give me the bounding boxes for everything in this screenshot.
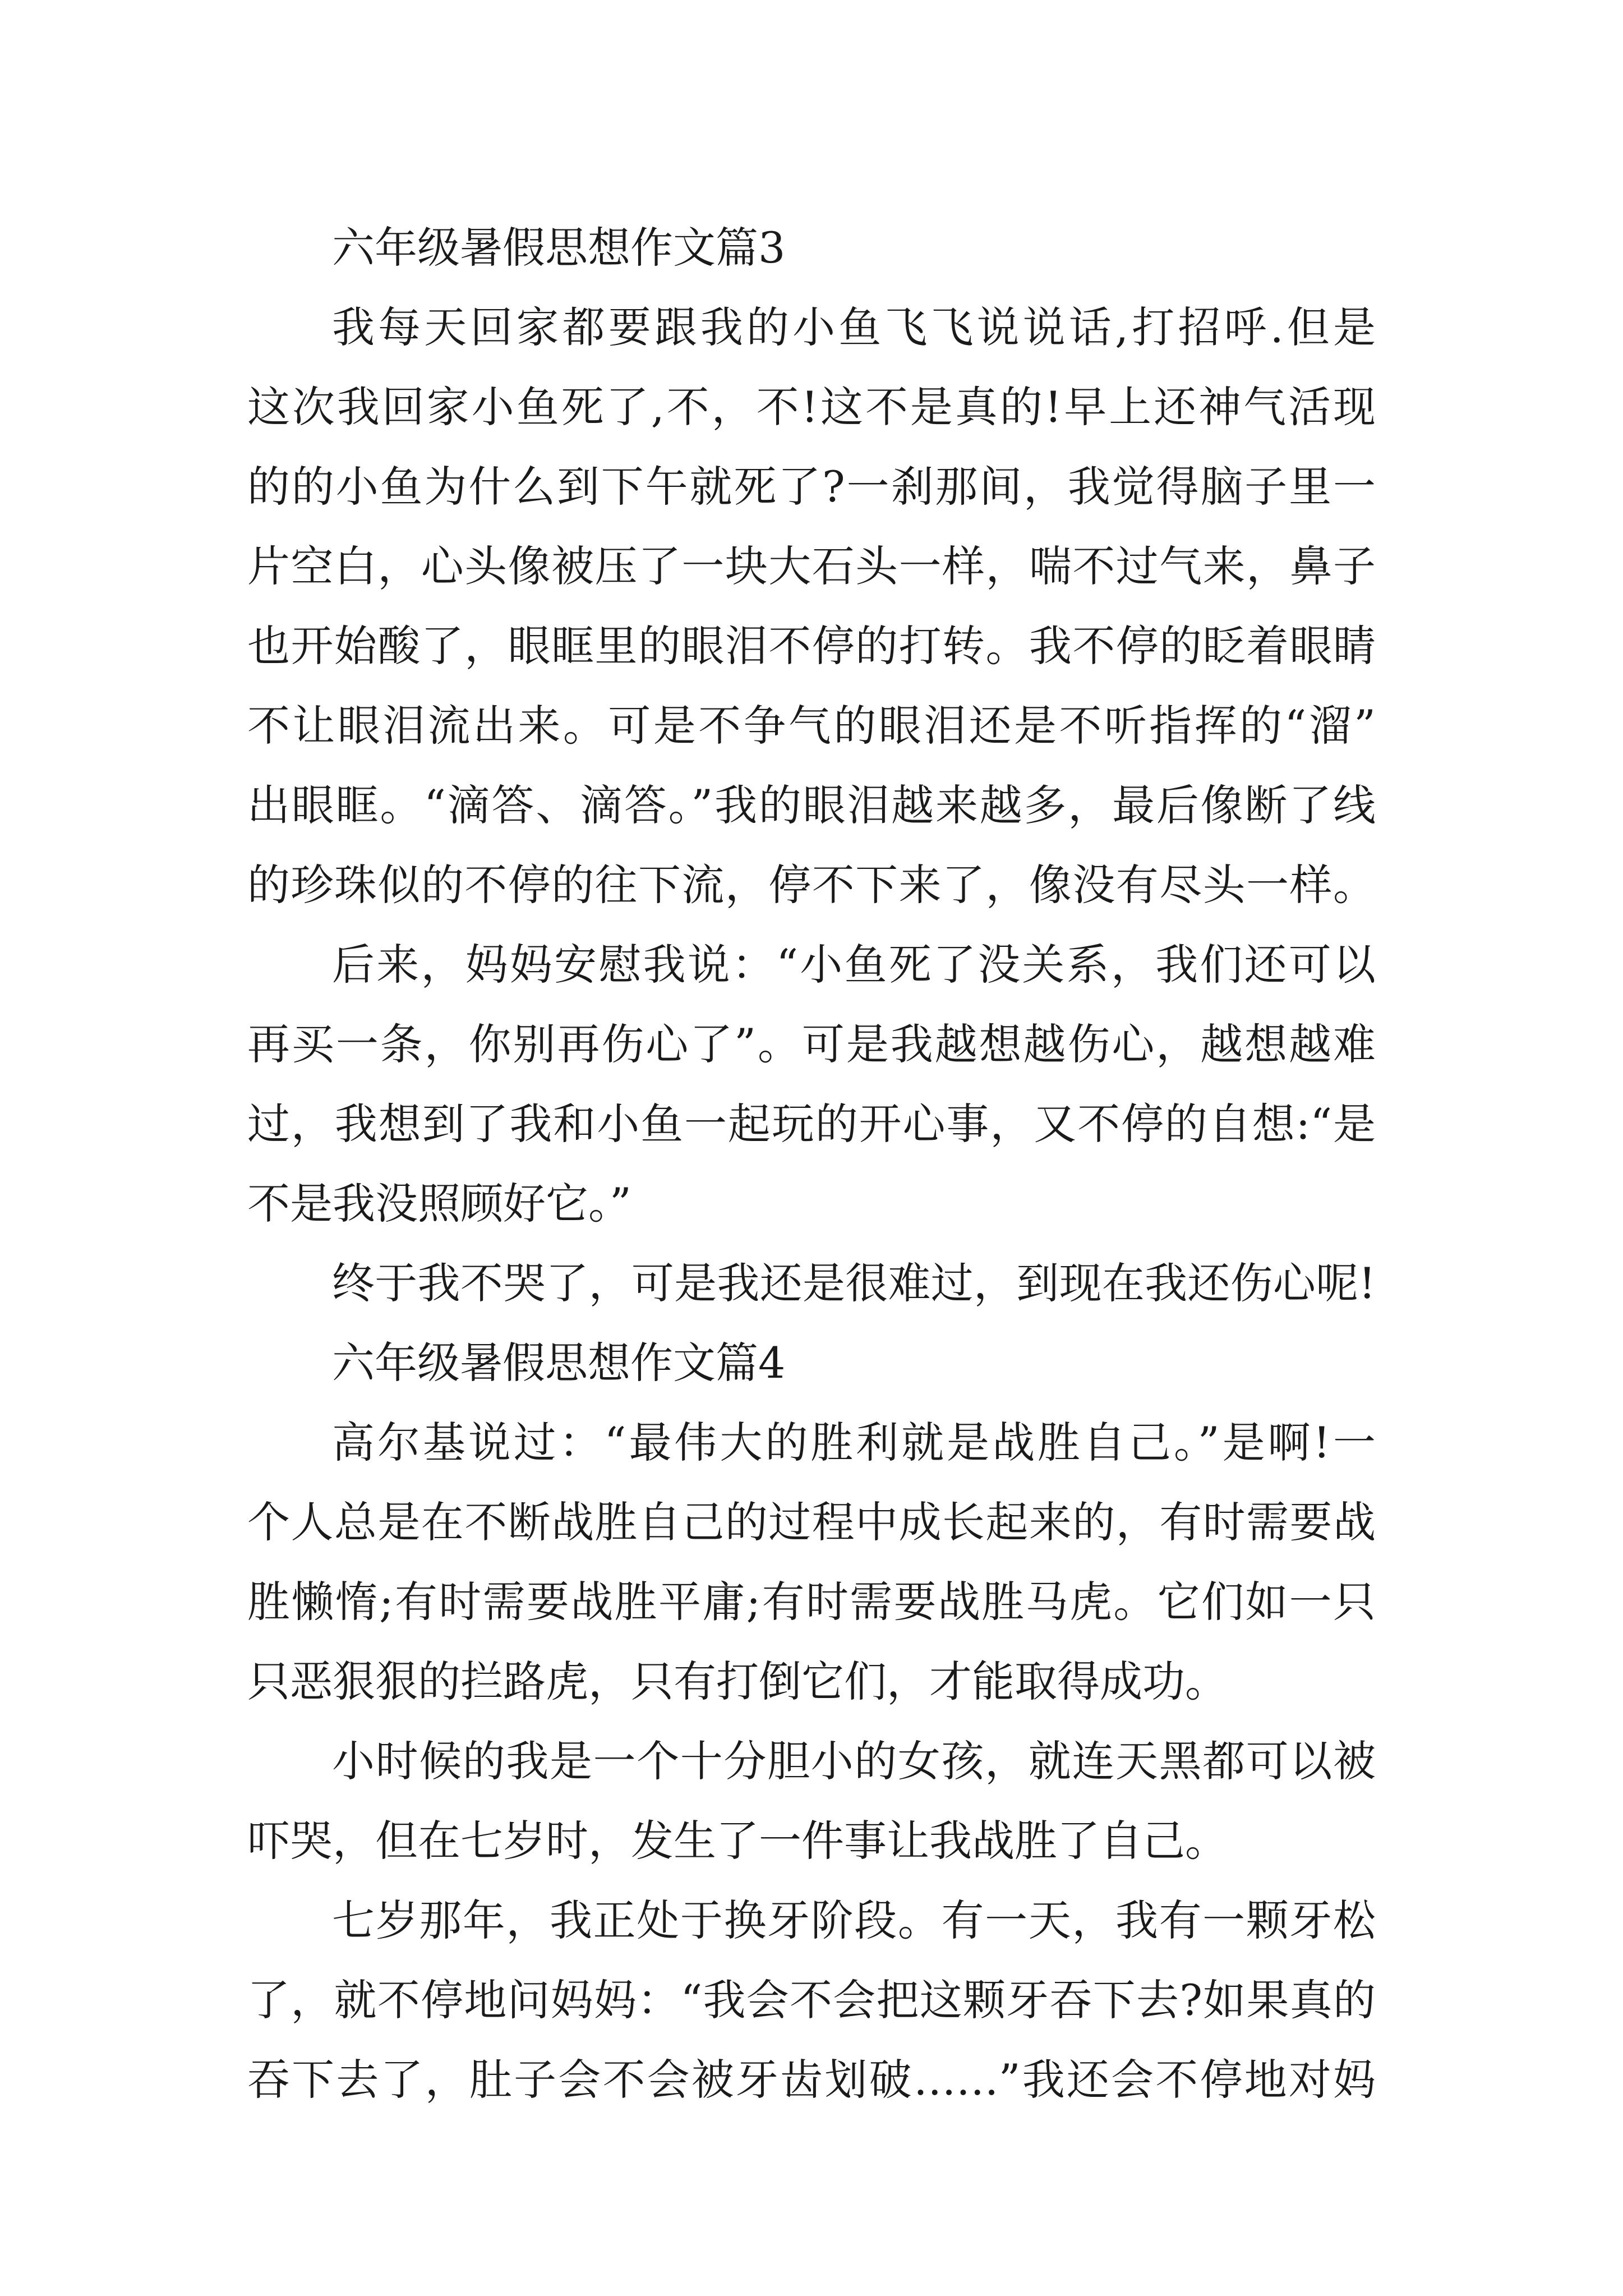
text-line: 七岁那年，我正处于换牙阶段。有一天，我有一颗牙松 (332, 1895, 1376, 1945)
text-line: 吓哭，但在七岁时，发生了一件事让我战胜了自己。 (247, 1816, 1228, 1866)
text-line: 个人总是在不断战胜自己的过程中成长起来的，有时需要战 (247, 1497, 1376, 1547)
section-heading: 六年级暑假思想作文篇3 (332, 223, 786, 273)
text-line: 片空白，心头像被压了一块大石头一样，喘不过气来，鼻子 (247, 541, 1376, 591)
text-line: 不让眼泪流出来。可是不争气的眼泪还是不听指挥的“溜” (247, 701, 1376, 751)
text-line: 再买一条，你别再伤心了”。可是我越想越伤心，越想越难 (247, 1019, 1376, 1069)
text-line: 的的小鱼为什么到下午就死了?一刹那间，我觉得脑子里一 (247, 462, 1376, 512)
text-line: 的珍珠似的不停的往下流，停不下来了，像没有尽头一样。 (247, 860, 1376, 910)
text-line: 只恶狠狠的拦路虎，只有打倒它们，才能取得成功。 (247, 1657, 1228, 1706)
text-line: 终于我不哭了，可是我还是很难过，到现在我还伤心呢! (332, 1258, 1376, 1308)
text-line: 了，就不停地问妈妈：“我会不会把这颗牙吞下去?如果真的 (247, 1975, 1376, 2025)
text-line: 不是我没照顾好它。” (247, 1179, 631, 1228)
text-line: 也开始酸了，眼眶里的眼泪不停的打转。我不停的眨着眼睛 (247, 621, 1376, 671)
text-line: 高尔基说过：“最伟大的胜利就是战胜自己。”是啊!一 (332, 1418, 1376, 1467)
text-line: 小时候的我是一个十分胆小的女孩，就连天黑都可以被 (332, 1736, 1376, 1786)
text-line: 出眼眶。“滴答、滴答。”我的眼泪越来越多，最后像断了线 (247, 780, 1376, 830)
text-line: 胜懒惰;有时需要战胜平庸;有时需要战胜马虎。它们如一只 (247, 1577, 1376, 1627)
section-heading: 六年级暑假思想作文篇4 (332, 1338, 786, 1388)
text-line: 后来，妈妈安慰我说：“小鱼死了没关系，我们还可以 (332, 940, 1376, 990)
text-line: 过，我想到了我和小鱼一起玩的开心事，又不停的自想:“是 (247, 1099, 1376, 1149)
text-line: 这次我回家小鱼死了,不，不!这不是真的!早上还神气活现 (247, 382, 1376, 432)
text-line: 我每天回家都要跟我的小鱼飞飞说说话,打招呼.但是 (332, 302, 1376, 352)
text-line: 吞下去了，肚子会不会被牙齿划破……”我还会不停地对妈 (247, 2055, 1376, 2105)
